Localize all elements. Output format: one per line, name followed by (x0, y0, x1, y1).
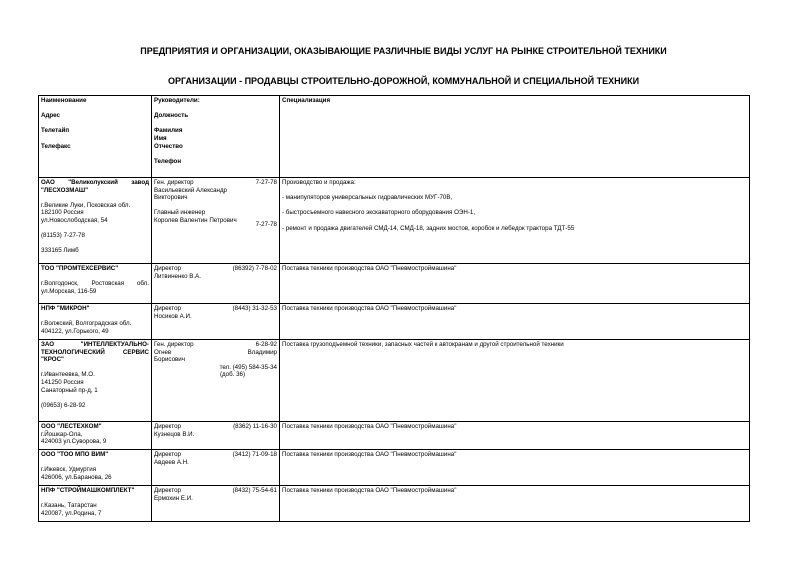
table-row (39, 486, 750, 522)
header-col-name: Наименование Адрес Телетайп Телефакс (39, 96, 152, 178)
managers-cell: Ген. директор 6-28-92 Огнев Владимир Борисович тел. (495) 584-35-34 (доб. 36) (152, 340, 280, 422)
specialization-cell: Поставка техники производства ОАО "Пневмостроймашина" (280, 486, 750, 522)
specialization-cell: Поставка техники производства ОАО "Пневмостроймашина" (280, 264, 750, 304)
org-cell: ЗАО "ИНТЕЛЛЕКТУАЛЬНО- ТЕХНОЛОГИЧЕСКИЙ СЕРВИС "КРОС" г.Ивантеевка, М.О. 141250 Россия Санаторный пр-д, 1 (09653) 6-28-92 (39, 340, 152, 422)
document-title: ПРЕДПРИЯТИЯ И ОРГАНИЗАЦИИ, ОКАЗЫВАЮЩИЕ РАЗЛИЧНЫЕ ВИДЫ УСЛУГ НА РЫНКЕ СТРОИТЕЛЬНОЙ ТЕХНИКИ (140, 46, 667, 56)
org-cell: ООО "ЛЕСТЕХКОМ" г.Йошкар-Ола, 424003 ул.Суворова, 9 (39, 422, 152, 450)
managers-cell: Директор (8362) 11-16-30 Кузнецов В.И. (152, 422, 280, 450)
org-cell: НПФ "МИКРОН" г.Волжский, Волгоградская обл. 404122, ул.Горького, 49 (39, 304, 152, 340)
table-row (39, 178, 750, 264)
specialization-cell: Поставка техники производства ОАО "Пневмостроймашина" (280, 450, 750, 486)
managers-cell: Директор (8443) 31-32-53 Носиков А.И. (152, 304, 280, 340)
organizations-table (38, 95, 750, 522)
specialization-cell: Производство и продажа: - манипуляторов универсальных гидравлических МУГ-70В, - быстросъемного навесного экскаваторного оборудования ОЭН-1, - ремонт и продажа двигателей СМД-14, СМД-18, задних мостов, коробок и лебедок трактора ТДТ-55 (280, 178, 750, 264)
specialization-cell: Поставка грузоподъемной техники, запасных частей к автокранам и другой строительной техники (280, 340, 750, 422)
org-cell: ТОО "ПРОМТЕХСЕРВИС" г.Волгодонск, Ростовская обл. ул.Морская, 116-59 (39, 264, 152, 304)
table-row (39, 450, 750, 486)
specialization-cell: Поставка техники производства ОАО "Пневмостроймашина" (280, 304, 750, 340)
table-row (39, 304, 750, 340)
org-cell: НПФ "СТРОЙМАШКОМПЛЕКТ" г.Казань, Татарстан 420087, ул.Родина, 7 (39, 486, 152, 522)
org-cell: ОАО "Великолукский завод "ЛЕСХОЗМАШ" г.Великие Луки, Псковская обл. 182100 Россия ул.Новослободская, 54 (81153) 7-27-78 333165 Лимб (39, 178, 152, 264)
managers-cell: Директор (3412) 71-09-18 Авдеев А.Н. (152, 450, 280, 486)
header-col-managers: Руководители: Должность Фамилия Имя Отчество Телефон (152, 96, 280, 178)
managers-cell: Директор (86392) 7-78-02 Литвиненко В.А. (152, 264, 280, 304)
table-row (39, 264, 750, 304)
table-header-row (39, 96, 750, 178)
table-row (39, 422, 750, 450)
managers-cell: Директор (8432) 75-54-61 Ермохин Е.И. (152, 486, 280, 522)
managers-cell: Ген. директор 7-27-78 Васильевский Александр Викторович Главный инженер Королев Валентин Петрович 7-27-78 (152, 178, 280, 264)
header-col-specialization: Специализация (280, 96, 750, 178)
document-subtitle: ОРГАНИЗАЦИИ - ПРОДАВЦЫ СТРОИТЕЛЬНО-ДОРОЖНОЙ, КОММУНАЛЬНОЙ И СПЕЦИАЛЬНОЙ ТЕХНИКИ (167, 76, 640, 86)
org-cell: ООО "ТОО МПО ВИМ" г.Ижевск, Удмуртия 426006, ул.Баранова, 26 (39, 450, 152, 486)
specialization-cell: Поставка техники производства ОАО "Пневмостроймашина" (280, 422, 750, 450)
table-row (39, 340, 750, 422)
